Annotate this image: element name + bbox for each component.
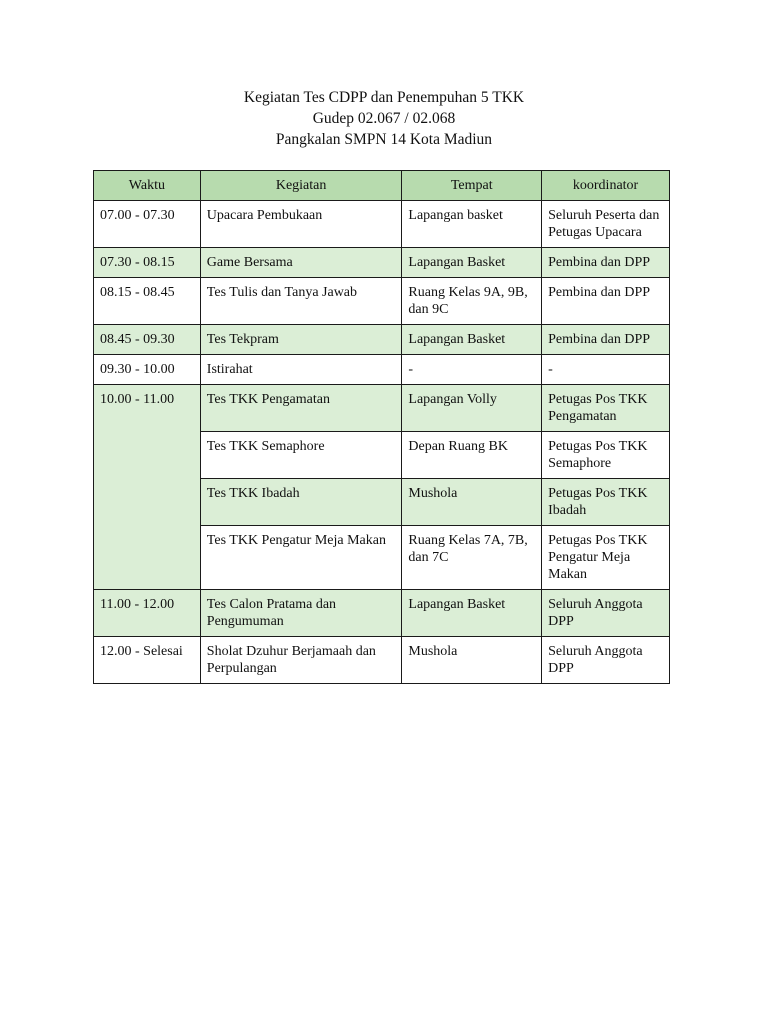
- cell-tempat: Lapangan basket: [402, 201, 542, 248]
- cell-tempat: Depan Ruang BK: [402, 432, 542, 479]
- cell-waktu: 12.00 - Selesai: [94, 637, 201, 684]
- table-row: [94, 385, 670, 432]
- cell-waktu: 11.00 - 12.00: [94, 590, 201, 637]
- cell-kegiatan: Game Bersama: [200, 248, 402, 278]
- table-row: [94, 590, 670, 637]
- cell-waktu: 07.30 - 08.15: [94, 248, 201, 278]
- cell-tempat: Lapangan Basket: [402, 325, 542, 355]
- cell-waktu: 08.45 - 09.30: [94, 325, 201, 355]
- cell-kegiatan: Tes TKK Pengamatan: [200, 385, 402, 432]
- cell-koordinator: -: [542, 355, 670, 385]
- header-kegiatan: Kegiatan: [200, 171, 402, 201]
- cell-tempat: Ruang Kelas 7A, 7B, dan 7C: [402, 526, 542, 590]
- cell-tempat: Lapangan Basket: [402, 248, 542, 278]
- cell-kegiatan: Tes TKK Pengatur Meja Makan: [200, 526, 402, 590]
- cell-waktu: 08.15 - 08.45: [94, 278, 201, 325]
- table-row: [94, 278, 670, 325]
- cell-koordinator: Pembina dan DPP: [542, 248, 670, 278]
- title-line-1: Kegiatan Tes CDPP dan Penempuhan 5 TKK: [243, 89, 525, 106]
- cell-koordinator: Pembina dan DPP: [542, 325, 670, 355]
- table-row: [94, 201, 670, 248]
- schedule-table: [93, 170, 670, 684]
- cell-kegiatan: Sholat Dzuhur Berjamaah dan Perpulangan: [200, 637, 402, 684]
- table-row: [94, 248, 670, 278]
- cell-kegiatan: Istirahat: [200, 355, 402, 385]
- cell-kegiatan: Tes TKK Semaphore: [200, 432, 402, 479]
- cell-tempat: -: [402, 355, 542, 385]
- header-waktu: Waktu: [94, 171, 201, 201]
- cell-koordinator: Pembina dan DPP: [542, 278, 670, 325]
- cell-koordinator: Seluruh Peserta dan Petugas Upacara: [542, 201, 670, 248]
- cell-tempat: Lapangan Basket: [402, 590, 542, 637]
- cell-waktu: 10.00 - 11.00: [94, 385, 201, 590]
- cell-koordinator: Petugas Pos TKK Ibadah: [542, 479, 670, 526]
- cell-kegiatan: Tes Tulis dan Tanya Jawab: [200, 278, 402, 325]
- cell-tempat: Ruang Kelas 9A, 9B, dan 9C: [402, 278, 542, 325]
- cell-tempat: Mushola: [402, 479, 542, 526]
- cell-koordinator: Petugas Pos TKK Pengamatan: [542, 385, 670, 432]
- cell-kegiatan: Upacara Pembukaan: [200, 201, 402, 248]
- table-header-row: [94, 171, 670, 201]
- cell-waktu: 09.30 - 10.00: [94, 355, 201, 385]
- cell-kegiatan: Tes Tekpram: [200, 325, 402, 355]
- table-row: [94, 355, 670, 385]
- header-koordinator: koordinator: [542, 171, 670, 201]
- cell-kegiatan: Tes TKK Ibadah: [200, 479, 402, 526]
- title-line-3: Pangkalan SMPN 14 Kota Madiun: [275, 131, 493, 148]
- table-row: [94, 637, 670, 684]
- cell-tempat: Mushola: [402, 637, 542, 684]
- table-row: [94, 325, 670, 355]
- header-tempat: Tempat: [402, 171, 542, 201]
- title-line-2: Gudep 02.067 / 02.068: [312, 110, 456, 127]
- cell-koordinator: Seluruh Anggota DPP: [542, 590, 670, 637]
- cell-koordinator: Seluruh Anggota DPP: [542, 637, 670, 684]
- cell-koordinator: Petugas Pos TKK Pengatur Meja Makan: [542, 526, 670, 590]
- cell-tempat: Lapangan Volly: [402, 385, 542, 432]
- cell-koordinator: Petugas Pos TKK Semaphore: [542, 432, 670, 479]
- cell-kegiatan: Tes Calon Pratama dan Pengumuman: [200, 590, 402, 637]
- document-title: [0, 87, 768, 150]
- cell-waktu: 07.00 - 07.30: [94, 201, 201, 248]
